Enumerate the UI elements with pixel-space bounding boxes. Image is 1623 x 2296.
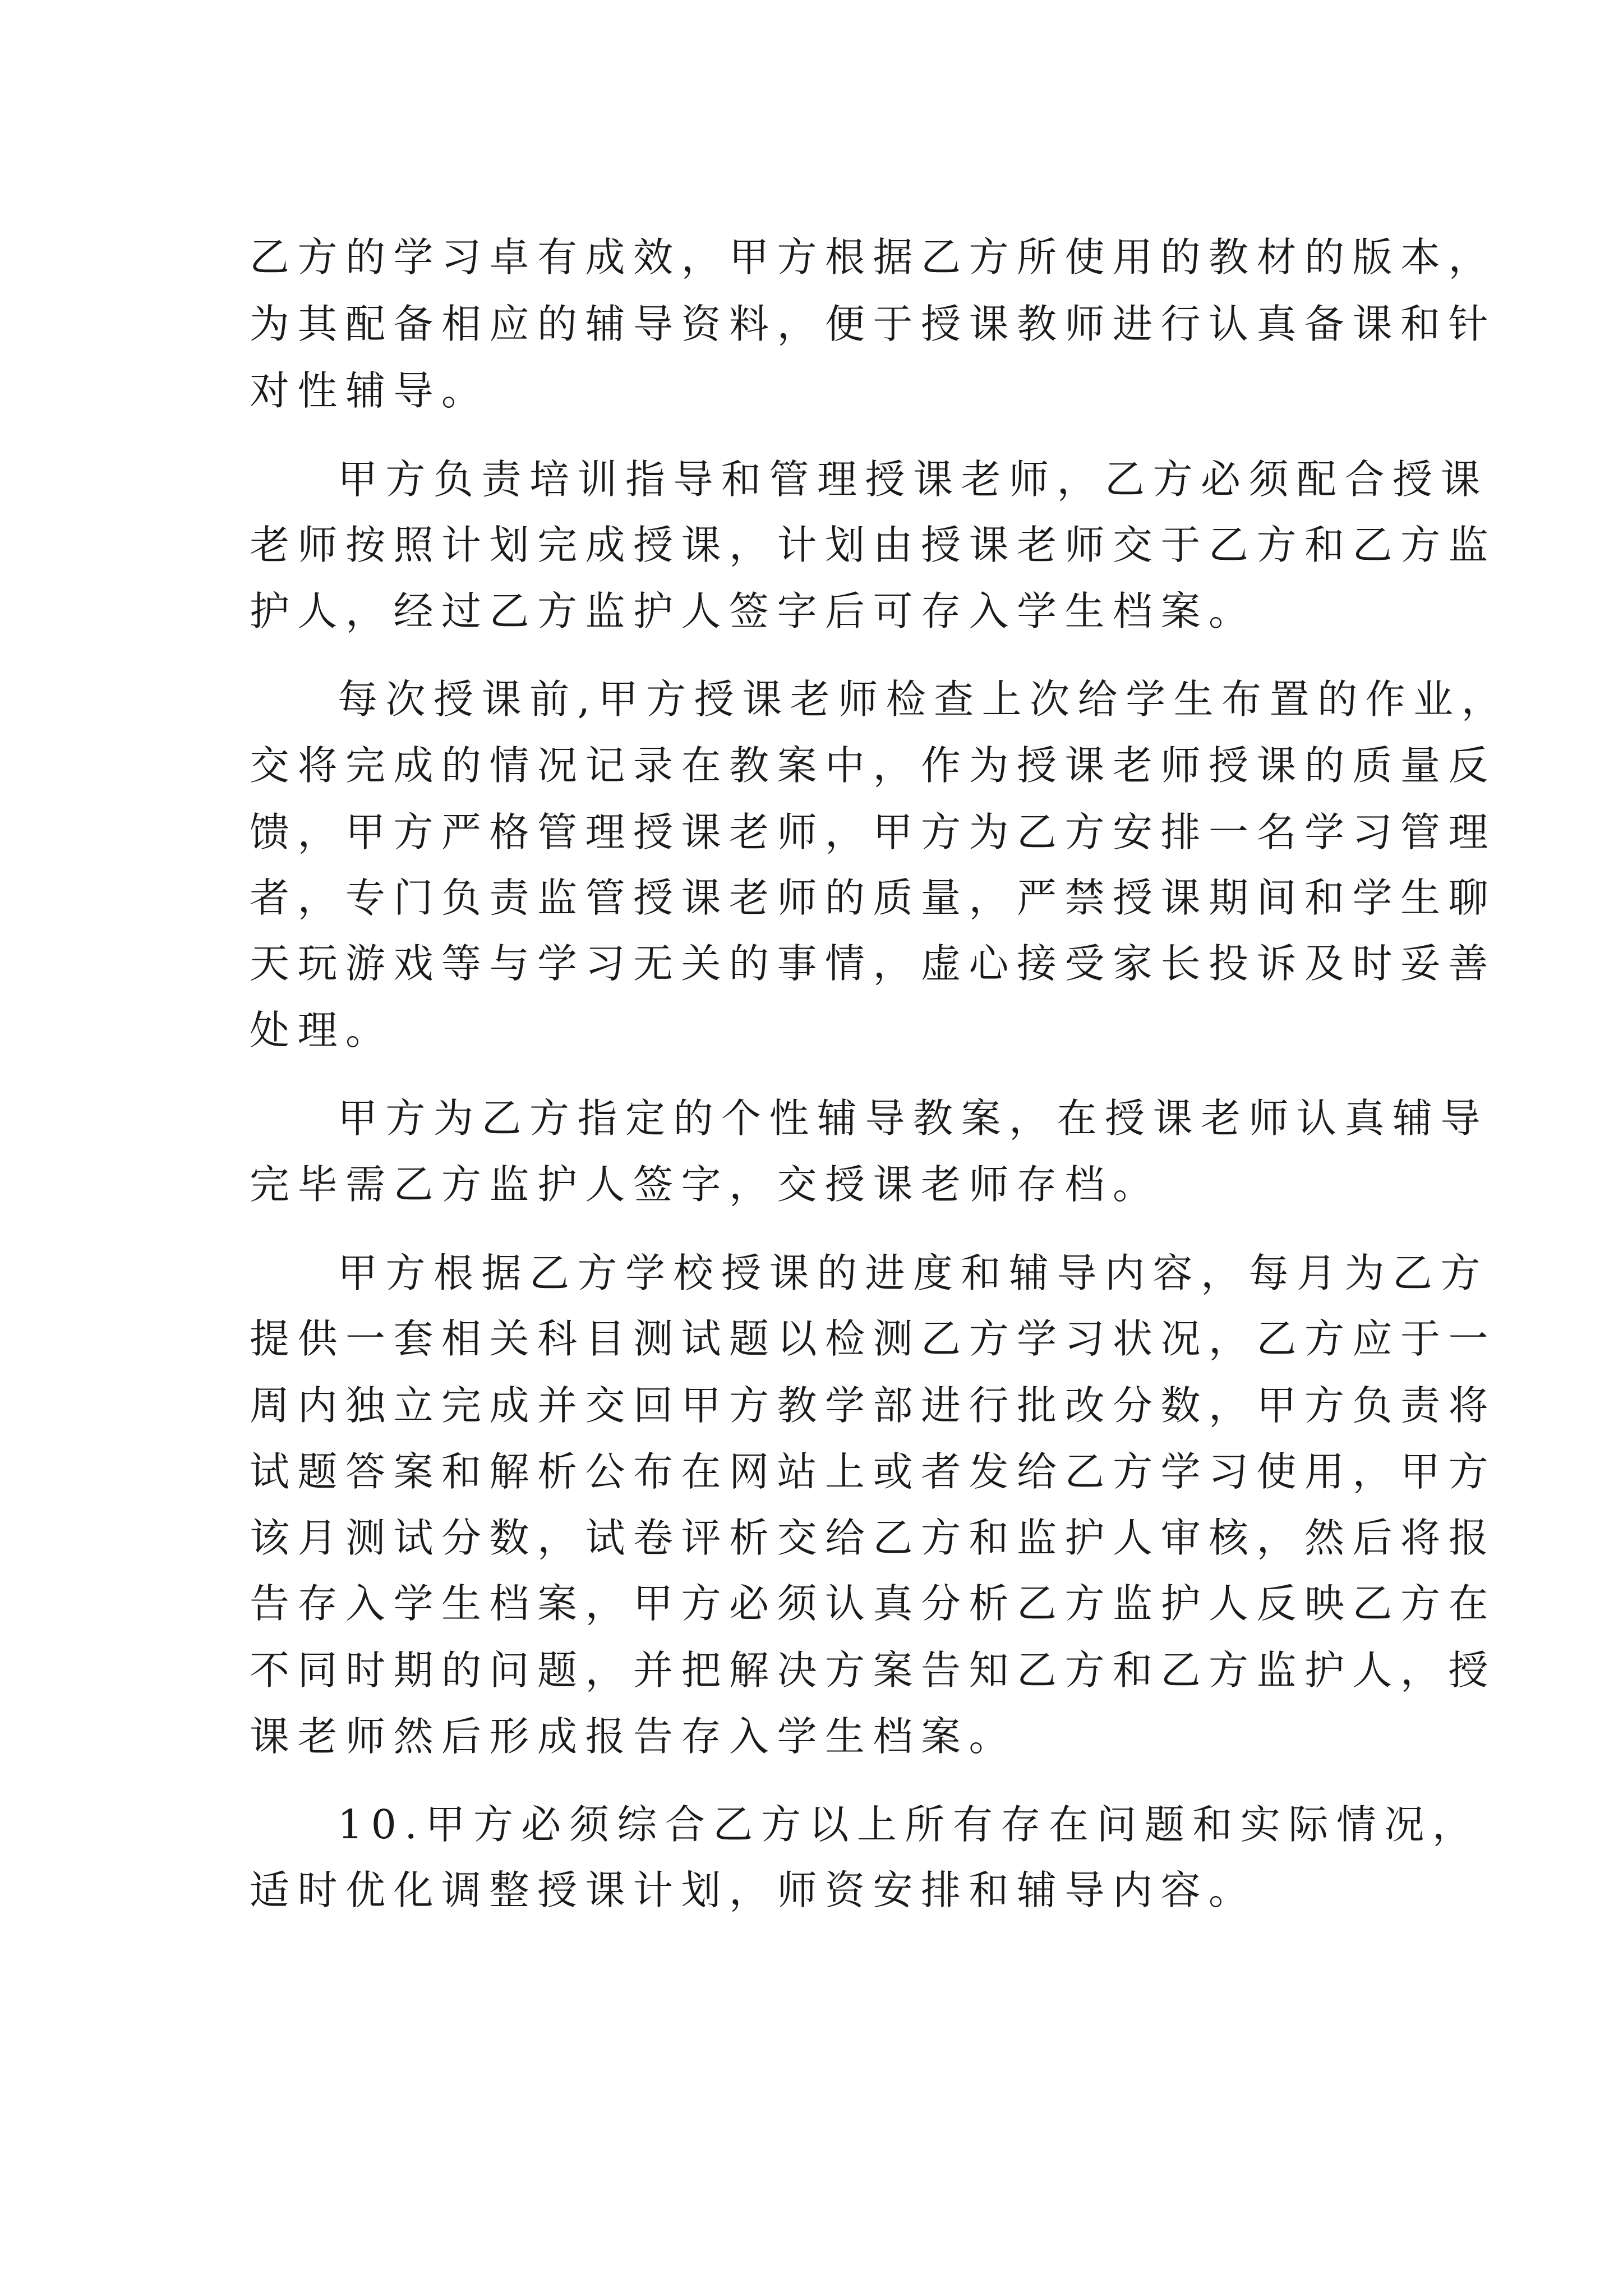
text-line: 处理。: [250, 1007, 394, 1053]
text-line: 适时优化调整授课计划，师资安排和辅导内容。: [250, 1867, 1257, 1913]
text-line: 交将完成的情况记录在教案中，作为授课老师授课的质量反: [250, 742, 1497, 789]
text-line: 不同时期的问题，并把解决方案告知乙方和乙方监护人，授: [250, 1647, 1497, 1694]
text-line: 试题答案和解析公布在网站上或者发给乙方学习使用，甲方: [250, 1448, 1497, 1495]
text-line: 甲方为乙方指定的个性辅导教案，在授课老师认真辅导: [338, 1095, 1489, 1142]
text-line: 课老师然后形成报告存入学生档案。: [250, 1713, 1017, 1760]
text-line: 甲方负责培训指导和管理授课老师，乙方必须配合授课: [338, 456, 1489, 503]
text-line: 护人，经过乙方监护人签字后可存入学生档案。: [250, 588, 1257, 634]
text-line: 该月测试分数，试卷评析交给乙方和监护人审核，然后将报: [250, 1515, 1497, 1561]
text-line: 提供一套相关科目测试题以检测乙方学习状况，乙方应于一: [250, 1315, 1497, 1362]
text-line: 10.甲方必须综合乙方以上所有存在问题和实际情况，: [338, 1801, 1481, 1848]
text-line: 每次授课前,甲方授课老师检查上次给学生布置的作业，: [338, 676, 1510, 723]
text-line: 完毕需乙方监护人签字，交授课老师存档。: [250, 1161, 1161, 1208]
text-line: 天玩游戏等与学习无关的事情，虚心接受家长投诉及时妥善: [250, 940, 1497, 987]
text-line: 对性辅导。: [250, 367, 490, 414]
text-line: 周内独立完成并交回甲方教学部进行批改分数，甲方负责将: [250, 1382, 1497, 1429]
text-line: 老师按照计划完成授课，计划由授课老师交于乙方和乙方监: [250, 522, 1497, 568]
text-line: 乙方的学习卓有成效，甲方根据乙方所使用的教材的版本，: [250, 234, 1497, 280]
text-line: 告存入学生档案，甲方必须认真分析乙方监护人反映乙方在: [250, 1580, 1497, 1627]
text-line: 甲方根据乙方学校授课的进度和辅导内容，每月为乙方: [338, 1250, 1489, 1296]
text-line: 者，专门负责监管授课老师的质量，严禁授课期间和学生聊: [250, 875, 1497, 921]
text-line: 馈，甲方严格管理授课老师，甲方为乙方安排一名学习管理: [250, 809, 1497, 855]
text-line: 为其配备相应的辅导资料，便于授课教师进行认真备课和针: [250, 301, 1497, 347]
